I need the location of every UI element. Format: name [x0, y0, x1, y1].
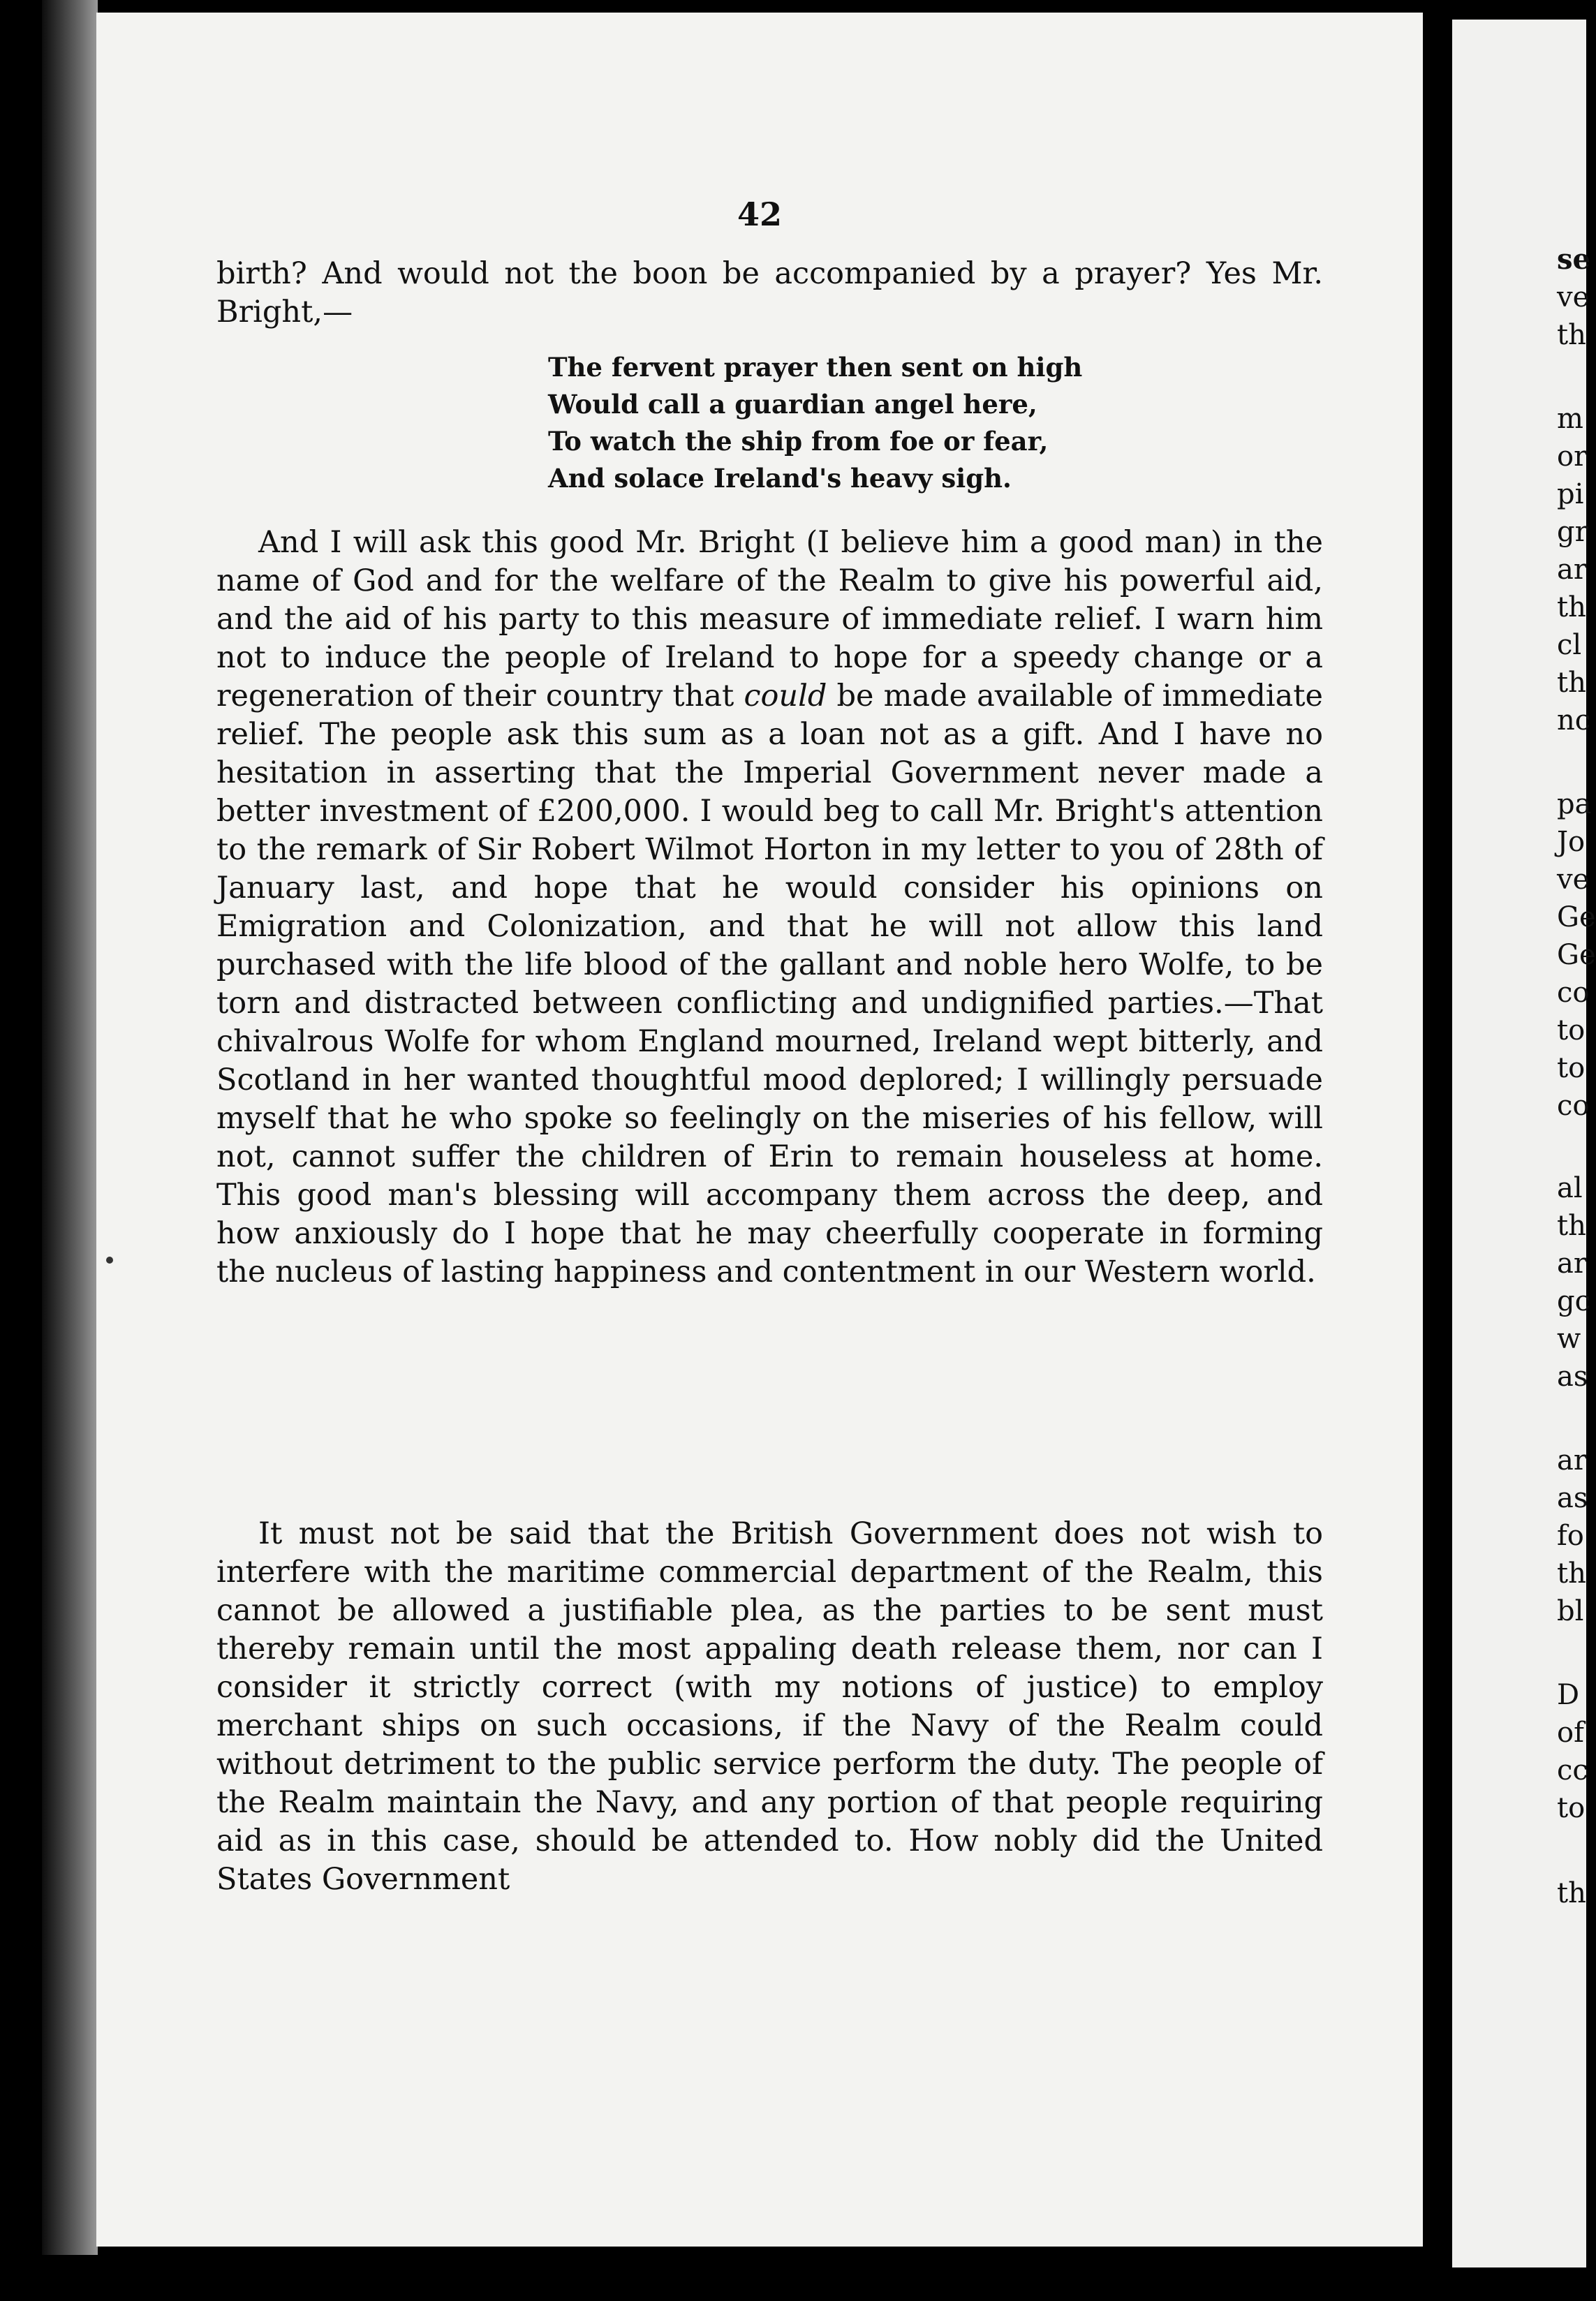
fragment: ar — [1557, 554, 1587, 586]
fragment: gc — [1557, 1285, 1591, 1317]
fragment: D — [1557, 1679, 1580, 1711]
emphasis-could: could — [744, 679, 827, 713]
ink-speck — [106, 1257, 113, 1264]
adjacent-page-edge — [1452, 20, 1596, 2267]
fragment: ve — [1557, 281, 1590, 313]
fragment: co — [1557, 977, 1590, 1009]
fragment: to — [1557, 1792, 1586, 1824]
opening-paragraph — [216, 255, 1323, 332]
fragment: th — [1557, 319, 1586, 351]
fragment: to — [1557, 1052, 1586, 1084]
binding-edge — [42, 0, 98, 2255]
verse-line: To watch the ship from foe or fear, — [548, 426, 1049, 457]
fragment: al — [1557, 1172, 1583, 1204]
fragment: of — [1557, 1717, 1584, 1749]
fragment: bl — [1557, 1595, 1584, 1627]
fragment: th — [1557, 1877, 1586, 1909]
fragment: or — [1557, 441, 1588, 473]
fragment: nc — [1557, 704, 1591, 737]
verse-stanza — [548, 349, 1082, 497]
paragraph-government — [216, 1515, 1323, 1899]
paragraph-bright — [216, 524, 1323, 1292]
fragment: th — [1557, 667, 1586, 699]
paragraph-text: be made available of immediate relief. The people ask this sum as a loan not as a gift. And I have no hesitation in asserting that the Imperial Government never made a better investment of £200,000. I would beg to call Mr. Bright's attention to the remark of Sir Robert Wilmot Horton in my letter to you of 28th of January last, and hope that he would consider his opinions on Emigration and Colonization, and that he will not allow this land purchased with the life blood of the gallant and noble hero Wolfe, to be torn and distracted between conflicting and undignified parties.—That chivalrous Wolfe for whom England mourned, Ireland wept bitterly, and Scotland in her wanted thoughtful mood deplored; I willingly persuade myself that he who spoke so feelingly on the miseries of his fellow, will not, cannot suffer the children of Erin to remain houseless at home. This good man's blessing will accompany them across the deep, and how anxiously do I hope that he may cheerfully cooperate in forming the nucleus of lasting happiness and contentment in our Western world. — [216, 679, 1324, 1289]
fragment: ar — [1557, 1444, 1587, 1477]
fragment: Ge — [1557, 901, 1596, 933]
page-gutter — [1423, 0, 1452, 2301]
fragment: th — [1557, 1558, 1586, 1590]
verse-line: Would call a guardian angel here, — [548, 389, 1037, 420]
fragment: ve — [1557, 864, 1590, 896]
page-number: 42 — [737, 195, 782, 233]
fragment: th — [1557, 591, 1586, 623]
paragraph-text: It must not be said that the British Government does not wish to interfere with the maritime commercial department of the Realm, this cannot be allowed a justifiable plea, as the parties to be sent must thereby remain until the most appaling death release them, nor can I consider it strictly correct (with my notions of justice) to employ merchant ships on such occasions, if the Navy of the Realm could without detriment to the public service perform the duty. The people of the Realm maintain the Navy, and any portion of that people requiring aid as in this case, should be attended to. How nobly did the United States Government — [216, 1516, 1323, 1897]
fragment: fo — [1557, 1520, 1584, 1552]
fragment: as — [1557, 1361, 1588, 1393]
fragment: ar — [1557, 1248, 1587, 1280]
fragment: cc — [1557, 1754, 1588, 1786]
fragment: se — [1557, 243, 1590, 276]
fragment: Jo — [1557, 826, 1586, 858]
fragment: pi — [1557, 478, 1584, 510]
paragraph-text: And I will ask this good Mr. Bright (I believe him a good man) in the name of God and for the welfare of the Realm to give his powerful aid, and the aid of his party to this measure of immediate relief. I warn him not to induce the people of Ireland to hope for a speedy change or a regeneration of their country that — [216, 525, 1323, 713]
verse-line: The fervent prayer then sent on high — [548, 352, 1083, 383]
fragment: Ge — [1557, 939, 1596, 971]
verse-line: And solace Ireland's heavy sigh. — [548, 463, 1012, 494]
fragment: to — [1557, 1014, 1586, 1046]
fragment: th — [1557, 1210, 1586, 1242]
fragment: gr — [1557, 516, 1588, 548]
fragment: m — [1557, 403, 1583, 435]
opening-lines: birth? And would not the boon be accompanied by a prayer? Yes Mr. Bright,— — [216, 256, 1323, 330]
fragment: co — [1557, 1090, 1590, 1122]
fragment: as — [1557, 1482, 1588, 1514]
fragment: w — [1557, 1323, 1581, 1355]
fragment: cl — [1557, 629, 1582, 661]
fragment: pa — [1557, 788, 1592, 820]
